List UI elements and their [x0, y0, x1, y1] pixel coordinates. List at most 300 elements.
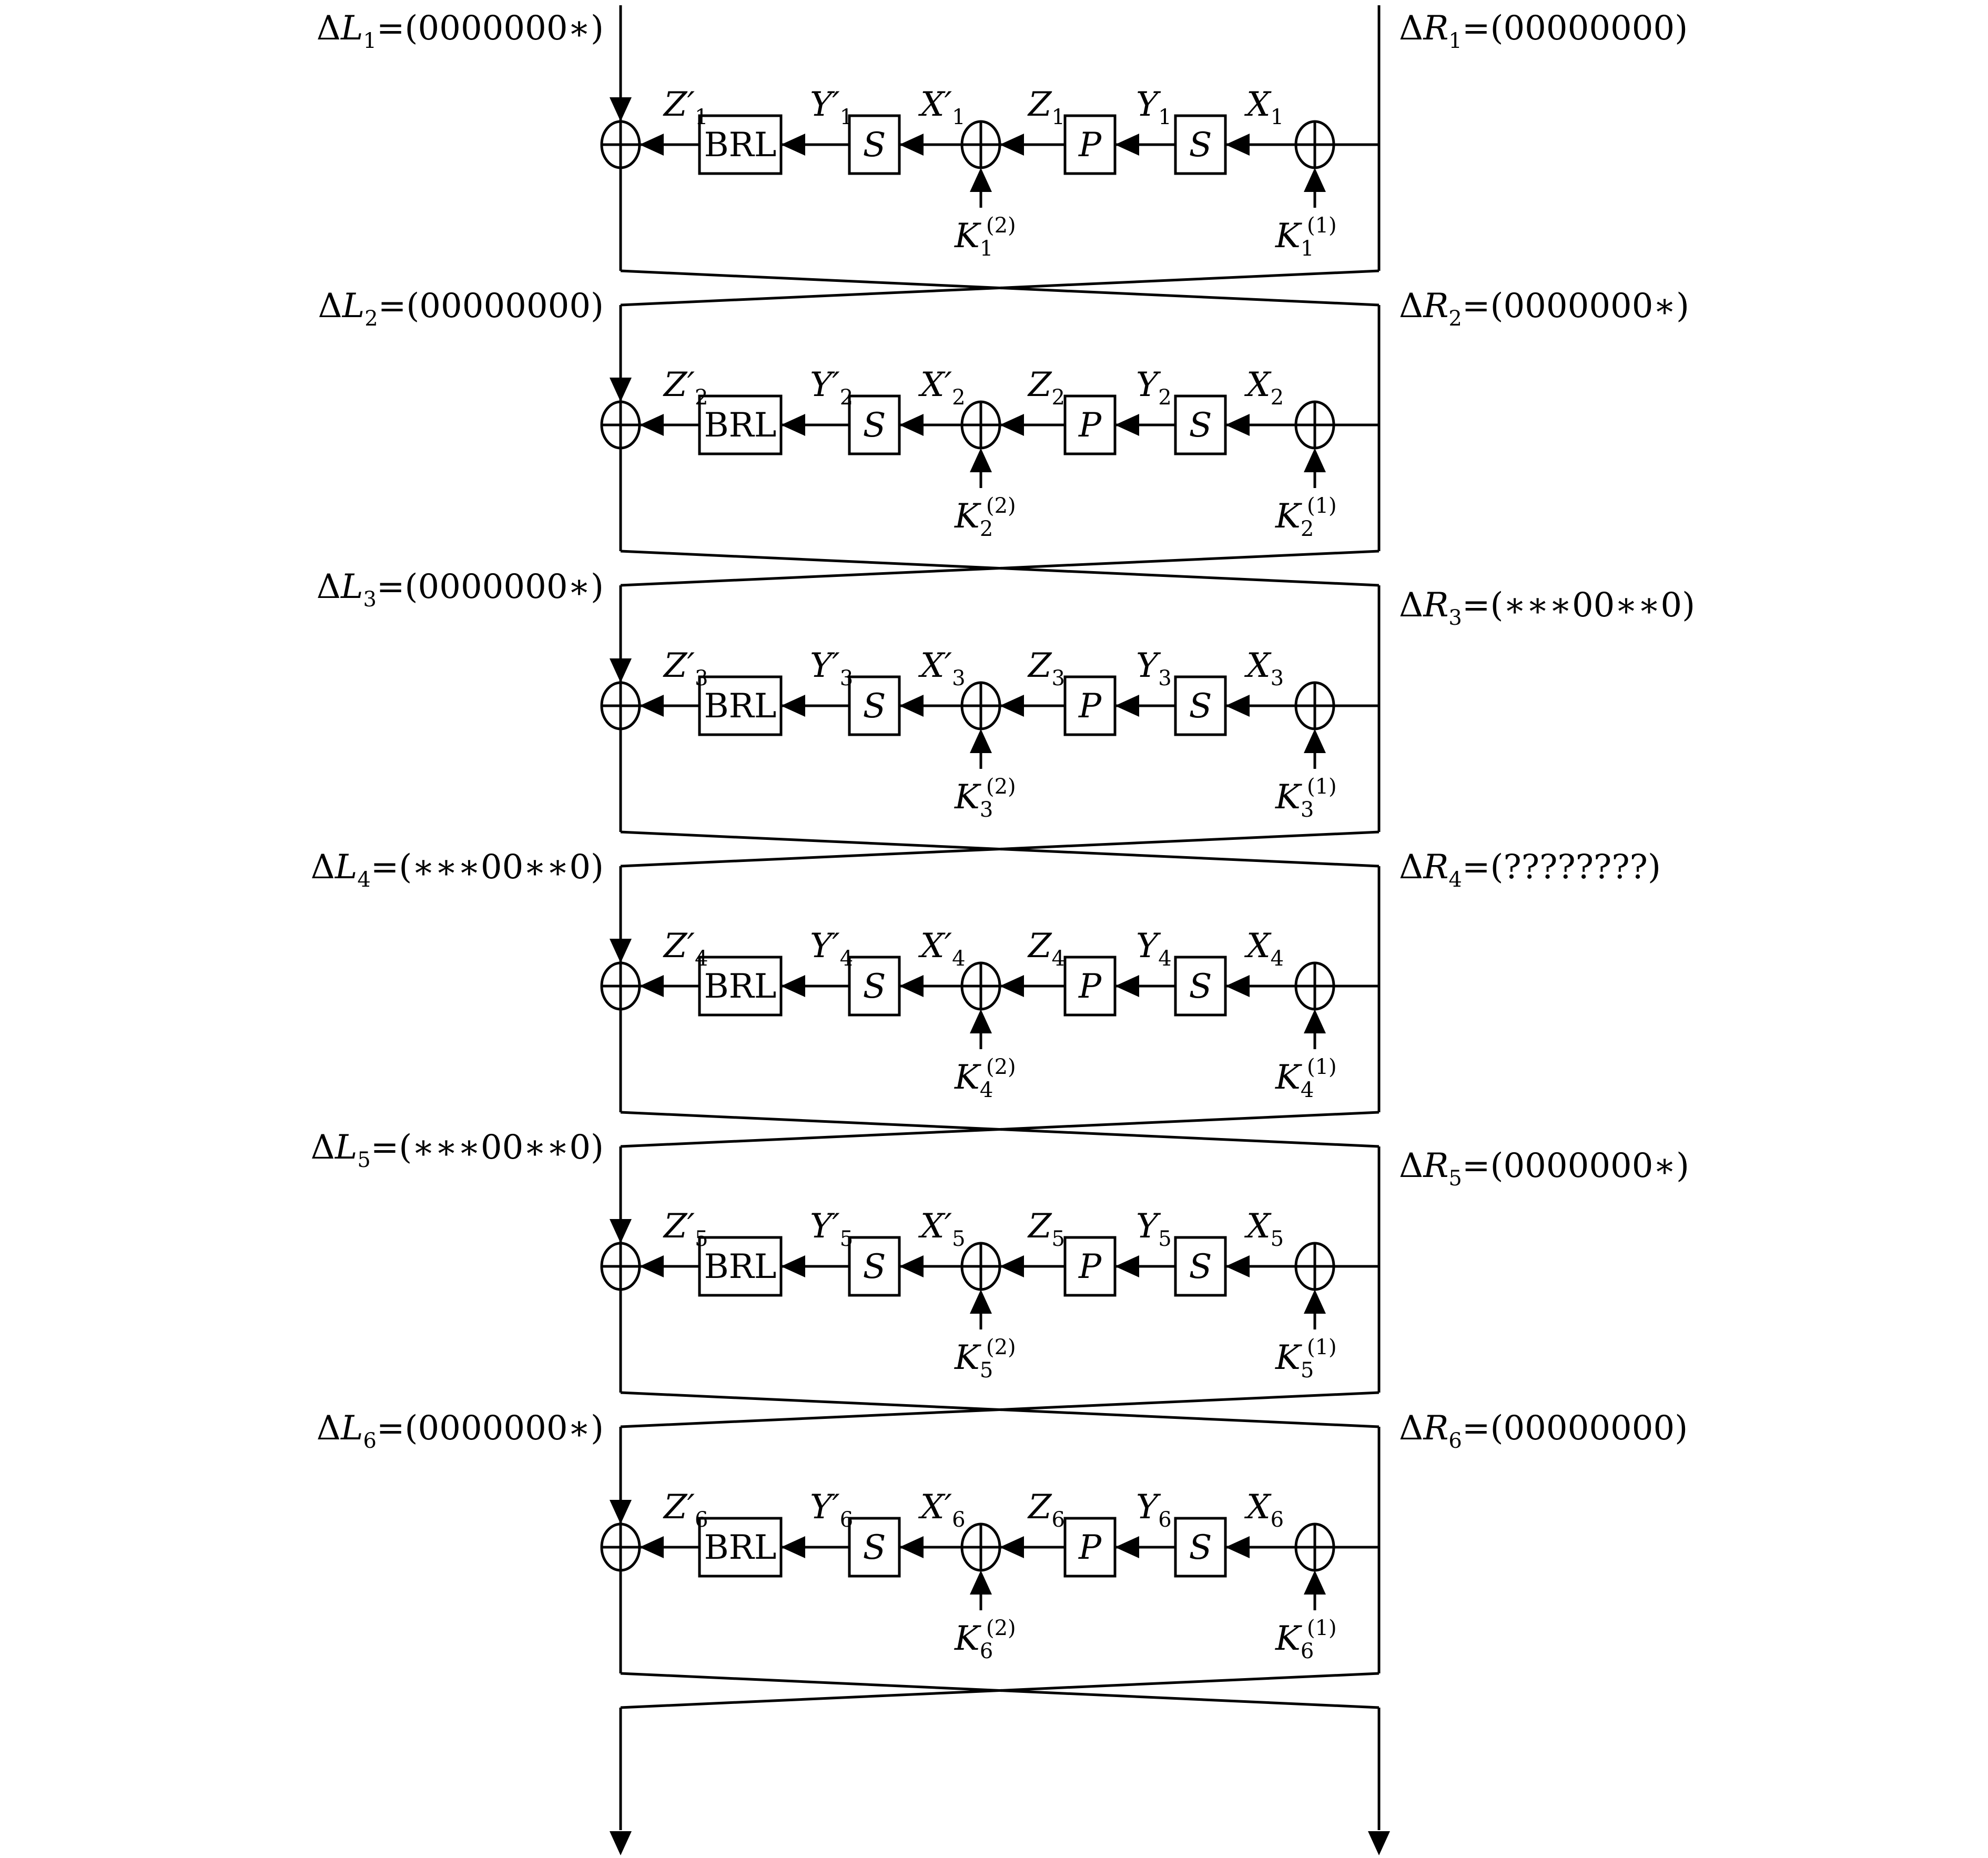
zprime-label-2-base: Z′ [664, 365, 695, 404]
xprime-label-4-subscript: 4 [952, 947, 966, 971]
arrow-x-4 [1225, 975, 1250, 997]
yprime-label-2 [810, 365, 853, 410]
key1-label-5-superscript: (1) [1307, 1335, 1337, 1359]
svg-text:X1 [1244, 85, 1284, 129]
arrow-y-2 [1115, 414, 1139, 436]
z-label-3-base: Z [1028, 646, 1052, 685]
yprime-label-6-subscript: 6 [839, 1508, 854, 1532]
svg-text:Y′1 [810, 85, 853, 129]
yprime-label-6-base: Y′ [810, 1488, 840, 1527]
arrow-y-4 [1115, 975, 1139, 997]
y-label-1-subscript: 1 [1158, 105, 1172, 129]
key2-arrow-1 [970, 168, 992, 192]
arrow-yp-6 [781, 1536, 805, 1558]
s-box-1-3 [1175, 677, 1225, 735]
p-box-5 [1065, 1237, 1115, 1295]
brl-label-4: BRL [704, 967, 777, 1006]
p-box-label-3: P [1078, 687, 1102, 726]
z-label-5-subscript: 5 [1051, 1227, 1065, 1251]
arrow-yp-5 [781, 1255, 805, 1277]
key2-label-6-base: K [955, 1619, 980, 1658]
zprime-label-1-base: Z′ [664, 85, 695, 124]
p-box-2 [1065, 396, 1115, 454]
key2-label-3 [954, 775, 1016, 822]
arrow-x-5 [1225, 1255, 1250, 1277]
arrow-x-1 [1225, 134, 1250, 156]
key1-label-1 [1275, 214, 1337, 261]
x-label-6-base: X [1246, 1488, 1271, 1527]
p-box-label-2: P [1078, 406, 1102, 445]
left-wire-arrow-2 [610, 378, 632, 402]
y-label-3 [1136, 646, 1172, 691]
svg-text:Y4 [1136, 927, 1172, 971]
z-label-6 [1027, 1488, 1065, 1532]
xor-key1-6 [1296, 1524, 1334, 1570]
svg-text:Z′4 [663, 927, 708, 971]
key1-arrow-3 [1304, 729, 1326, 753]
y-label-1 [1136, 85, 1172, 129]
x-label-1-subscript: 1 [1270, 105, 1284, 129]
x-label-5 [1244, 1207, 1284, 1251]
s-box-2-label-1: S [863, 126, 886, 165]
xor-key2-1 [962, 121, 1000, 168]
key1-arrow-6 [1304, 1570, 1326, 1595]
xor-key2-3 [962, 683, 1000, 729]
z-label-2 [1027, 365, 1065, 410]
s-box-2-label-3: S [863, 687, 886, 726]
key2-label-5-subscript: 5 [979, 1358, 993, 1383]
xor-key1-1 [1296, 121, 1334, 168]
xprime-label-3-base: X′ [920, 646, 952, 685]
zprime-label-6-subscript: 6 [695, 1508, 708, 1532]
key1-label-5-subscript: 5 [1300, 1358, 1314, 1383]
svg-text:Y′4 [810, 927, 853, 971]
y-label-2-base: Y [1136, 365, 1159, 404]
xprime-label-2 [918, 365, 966, 410]
key2-label-2-superscript: (2) [986, 494, 1016, 518]
yprime-label-4-base: Y′ [810, 927, 840, 966]
key1-label-5-base: K [1275, 1338, 1301, 1377]
s-box-2-label-5: S [863, 1247, 886, 1286]
xor-output-5 [602, 1243, 640, 1290]
key2-label-4 [954, 1055, 1016, 1102]
svg-text:Y2 [1136, 365, 1172, 410]
arrow-zp-5 [640, 1255, 664, 1277]
x-label-4 [1244, 927, 1284, 971]
zprime-label-6 [663, 1488, 708, 1532]
key2-label-4-subscript: 4 [979, 1078, 993, 1102]
brl-box-6 [699, 1518, 781, 1576]
s-box-1-5 [1175, 1237, 1225, 1295]
arrow-zp-3 [640, 695, 664, 717]
zprime-label-4 [663, 927, 708, 971]
delta-R4-label: $\Delta R_4=(????????)$ [1399, 848, 1661, 892]
svg-text:X′4 [918, 927, 966, 971]
delta-R2-label: $\Delta R_2=(0000000∗)$ [1399, 287, 1689, 331]
y-label-4-subscript: 4 [1158, 947, 1172, 971]
arrow-zp-2 [640, 414, 664, 436]
final-right-arrow [1368, 1831, 1390, 1855]
key1-arrow-2 [1304, 448, 1326, 472]
key1-label-2 [1275, 494, 1337, 541]
svg-text:Z6 [1027, 1488, 1065, 1532]
s-box-2-label-4: S [863, 967, 886, 1006]
brl-box-3 [699, 677, 781, 735]
zprime-label-5-base: Z′ [664, 1207, 695, 1246]
xor-output-4 [602, 963, 640, 1009]
key1-label-2-subscript: 2 [1300, 517, 1314, 541]
svg-text:X′3 [918, 646, 966, 691]
delta-R3-label: $\Delta R_3=(∗∗∗00∗∗0)$ [1399, 586, 1696, 630]
arrow-zp-1 [640, 134, 664, 156]
arrow-z-6 [1000, 1536, 1024, 1558]
y-label-5 [1136, 1207, 1172, 1251]
x-label-1-base: X [1246, 85, 1271, 124]
svg-text:Z1 [1027, 85, 1065, 129]
key1-arrow-1 [1304, 168, 1326, 192]
x-label-5-base: X [1246, 1207, 1271, 1246]
left-wire-arrow-4 [610, 939, 632, 963]
xprime-label-6-base: X′ [920, 1488, 952, 1527]
y-label-6 [1136, 1488, 1172, 1532]
key1-label-2-superscript: (1) [1307, 494, 1337, 518]
arrow-y-3 [1115, 695, 1139, 717]
arrow-z-1 [1000, 134, 1024, 156]
yprime-label-3-base: Y′ [810, 646, 840, 685]
svg-text:X′5 [918, 1207, 966, 1251]
xor-key1-5 [1296, 1243, 1334, 1290]
arrow-xp-6 [899, 1536, 924, 1558]
delta-L6-label: $\Delta L_6=(0000000∗)$ [316, 1409, 604, 1453]
svg-text:Z′6 [663, 1488, 708, 1532]
key1-label-6-subscript: 6 [1300, 1639, 1314, 1663]
svg-text:X′1 [918, 85, 966, 129]
delta-L4-label: $\Delta L_4=(∗∗∗00∗∗0)$ [310, 848, 604, 892]
arrow-z-5 [1000, 1255, 1024, 1277]
s-box-2-4 [849, 957, 899, 1015]
s-box-1-label-6: S [1189, 1528, 1212, 1567]
xprime-label-4 [918, 927, 966, 971]
key1-label-4 [1275, 1055, 1337, 1102]
zprime-label-5 [663, 1207, 708, 1251]
arrow-z-3 [1000, 695, 1024, 717]
zprime-label-3-base: Z′ [664, 646, 695, 685]
p-box-3 [1065, 677, 1115, 735]
key1-label-3-subscript: 3 [1300, 798, 1314, 822]
svg-text:X′2 [918, 365, 966, 410]
arrow-z-4 [1000, 975, 1024, 997]
arrow-xp-5 [899, 1255, 924, 1277]
svg-text:Z′3 [663, 646, 708, 691]
p-box-label-5: P [1078, 1247, 1102, 1286]
zprime-label-1-subscript: 1 [695, 105, 708, 129]
yprime-label-1-base: Y′ [810, 85, 840, 124]
yprime-label-2-subscript: 2 [839, 385, 854, 410]
svg-text:Y5 [1136, 1207, 1172, 1251]
key1-label-1-subscript: 1 [1300, 237, 1314, 261]
key1-label-4-superscript: (1) [1307, 1055, 1337, 1079]
key1-arrow-4 [1304, 1009, 1326, 1033]
key2-label-1-subscript: 1 [979, 237, 993, 261]
key1-label-1-base: K [1275, 217, 1301, 256]
xor-key2-5 [962, 1243, 1000, 1290]
z-label-2-base: Z [1028, 365, 1052, 404]
delta-L3-label: $\Delta L_3=(0000000∗)$ [316, 567, 604, 612]
s-box-2-3 [849, 677, 899, 735]
brl-label-3: BRL [704, 687, 777, 726]
p-box-1 [1065, 116, 1115, 174]
xor-output-1 [602, 121, 640, 168]
arrow-x-3 [1225, 695, 1250, 717]
arrow-yp-1 [781, 134, 805, 156]
svg-text:Y1 [1136, 85, 1172, 129]
svg-text:Z′2 [663, 365, 708, 410]
s-box-1-label-1: S [1189, 126, 1212, 165]
z-label-4-subscript: 4 [1051, 947, 1065, 971]
key2-label-5-base: K [955, 1338, 980, 1377]
s-box-2-6 [849, 1518, 899, 1576]
s-box-1-4 [1175, 957, 1225, 1015]
y-label-2-subscript: 2 [1158, 385, 1172, 410]
delta-L1-label: $\Delta L_1=(0000000∗)$ [316, 9, 604, 53]
key1-label-6-base: K [1275, 1619, 1301, 1658]
s-box-2-label-6: S [863, 1528, 886, 1567]
yprime-label-3 [810, 646, 853, 691]
yprime-label-2-base: Y′ [810, 365, 840, 404]
delta-R1-label: $\Delta R_1=(00000000)$ [1399, 9, 1688, 53]
left-wire-arrow-1 [610, 97, 632, 121]
z-label-1-base: Z [1028, 85, 1052, 124]
zprime-label-1 [663, 85, 708, 129]
svg-text:Z4 [1027, 927, 1065, 971]
y-label-3-base: Y [1136, 646, 1159, 685]
key2-label-1-superscript: (2) [986, 214, 1016, 238]
p-box-4 [1065, 957, 1115, 1015]
y-label-2 [1136, 365, 1172, 410]
key1-label-3-base: K [1275, 778, 1301, 817]
x-label-1 [1244, 85, 1284, 129]
xprime-label-2-subscript: 2 [952, 385, 966, 410]
key2-label-1-base: K [955, 217, 980, 256]
key2-arrow-6 [970, 1570, 992, 1595]
y-label-6-subscript: 6 [1158, 1508, 1172, 1532]
brl-label-2: BRL [704, 406, 777, 445]
brl-label-6: BRL [704, 1528, 777, 1567]
svg-text:Z5 [1027, 1207, 1065, 1251]
z-label-6-subscript: 6 [1051, 1508, 1065, 1532]
xprime-label-6-subscript: 6 [952, 1508, 966, 1532]
key1-label-5 [1275, 1335, 1337, 1383]
arrow-zp-4 [640, 975, 664, 997]
xor-key2-2 [962, 402, 1000, 448]
key1-label-1-superscript: (1) [1307, 214, 1337, 238]
svg-text:X6 [1244, 1488, 1284, 1532]
svg-text:Y′5 [810, 1207, 853, 1251]
arrow-yp-4 [781, 975, 805, 997]
delta-L2-label: $\Delta L_2=(00000000)$ [318, 287, 604, 331]
p-box-label-1: P [1078, 126, 1102, 165]
key2-label-5-superscript: (2) [986, 1335, 1016, 1359]
z-label-3-subscript: 3 [1051, 666, 1065, 691]
x-label-2-base: X [1246, 365, 1271, 404]
s-box-2-5 [849, 1237, 899, 1295]
y-label-5-subscript: 5 [1158, 1227, 1172, 1251]
key2-label-6 [954, 1616, 1016, 1663]
key2-label-2-base: K [955, 497, 980, 536]
key2-label-4-superscript: (2) [986, 1055, 1016, 1079]
y-label-3-subscript: 3 [1158, 666, 1172, 691]
xprime-label-5 [918, 1207, 966, 1251]
key1-label-2-base: K [1275, 497, 1301, 536]
key2-label-6-superscript: (2) [986, 1616, 1016, 1640]
key1-label-6 [1275, 1616, 1337, 1663]
y-label-4-base: Y [1136, 927, 1159, 966]
brl-box-4 [699, 957, 781, 1015]
key1-label-4-subscript: 4 [1300, 1078, 1314, 1102]
z-label-2-subscript: 2 [1051, 385, 1065, 410]
key1-label-6-superscript: (1) [1307, 1616, 1337, 1640]
brl-label-1: BRL [704, 126, 777, 165]
key2-label-3-subscript: 3 [979, 798, 993, 822]
key2-arrow-3 [970, 729, 992, 753]
xor-output-6 [602, 1524, 640, 1570]
arrow-x-6 [1225, 1536, 1250, 1558]
x-label-6-subscript: 6 [1270, 1508, 1284, 1532]
xprime-label-4-base: X′ [920, 927, 952, 966]
brl-box-5 [699, 1237, 781, 1295]
yprime-label-4-subscript: 4 [839, 947, 854, 971]
yprime-label-1 [810, 85, 853, 129]
zprime-label-3-subscript: 3 [695, 666, 708, 691]
yprime-label-6 [810, 1488, 853, 1532]
x-label-3 [1244, 646, 1284, 691]
svg-text:Z3 [1027, 646, 1065, 691]
left-wire-arrow-3 [610, 658, 632, 683]
svg-text:Y′2 [810, 365, 853, 410]
svg-text:Z2 [1027, 365, 1065, 410]
delta-R6-label: $\Delta R_6=(00000000)$ [1399, 1409, 1688, 1453]
yprime-label-1-subscript: 1 [839, 105, 854, 129]
x-label-5-subscript: 5 [1270, 1227, 1284, 1251]
s-box-2-2 [849, 396, 899, 454]
s-box-1-1 [1175, 116, 1225, 174]
x-label-3-base: X [1246, 646, 1271, 685]
yprime-label-4 [810, 927, 853, 971]
z-label-6-base: Z [1028, 1488, 1052, 1527]
delta-L5-label: $\Delta L_5=(∗∗∗00∗∗0)$ [310, 1128, 604, 1172]
xprime-label-1-subscript: 1 [952, 105, 966, 129]
svg-text:Z′5 [663, 1207, 708, 1251]
brl-box-1 [699, 116, 781, 174]
y-label-6-base: Y [1136, 1488, 1159, 1527]
p-box-label-6: P [1078, 1528, 1102, 1567]
z-label-5 [1027, 1207, 1065, 1251]
xor-key1-2 [1296, 402, 1334, 448]
left-wire-arrow-6 [610, 1500, 632, 1524]
svg-text:X3 [1244, 646, 1284, 691]
yprime-label-5-subscript: 5 [839, 1227, 854, 1251]
s-box-1-label-4: S [1189, 967, 1212, 1006]
yprime-label-5 [810, 1207, 853, 1251]
y-label-4 [1136, 927, 1172, 971]
arrow-xp-3 [899, 695, 924, 717]
arrow-xp-2 [899, 414, 924, 436]
key2-label-2-subscript: 2 [979, 517, 993, 541]
xprime-label-6 [918, 1488, 966, 1532]
zprime-label-2 [663, 365, 708, 410]
key2-label-2 [954, 494, 1016, 541]
key2-label-1 [954, 214, 1016, 261]
z-label-4 [1027, 927, 1065, 971]
s-box-1-label-5: S [1189, 1247, 1212, 1286]
z-label-1 [1027, 85, 1065, 129]
arrow-x-2 [1225, 414, 1250, 436]
key2-label-6-subscript: 6 [979, 1639, 993, 1663]
arrow-xp-4 [899, 975, 924, 997]
s-box-1-label-3: S [1189, 687, 1212, 726]
xor-output-2 [602, 402, 640, 448]
x-label-4-base: X [1246, 927, 1271, 966]
key1-arrow-5 [1304, 1290, 1326, 1314]
zprime-label-5-subscript: 5 [695, 1227, 708, 1251]
xor-key2-4 [962, 963, 1000, 1009]
key1-label-3-superscript: (1) [1307, 775, 1337, 799]
xprime-label-5-base: X′ [920, 1207, 952, 1246]
s-box-2-label-2: S [863, 406, 886, 445]
svg-text:Y3 [1136, 646, 1172, 691]
key2-arrow-4 [970, 1009, 992, 1033]
brl-label-5: BRL [704, 1247, 777, 1286]
key1-label-3 [1275, 775, 1337, 822]
xor-key1-3 [1296, 683, 1334, 729]
y-label-1-base: Y [1136, 85, 1159, 124]
x-label-6 [1244, 1488, 1284, 1532]
key2-label-3-base: K [955, 778, 980, 817]
zprime-label-6-base: Z′ [664, 1488, 695, 1527]
svg-text:X4 [1244, 927, 1284, 971]
s-box-1-2 [1175, 396, 1225, 454]
xor-output-3 [602, 683, 640, 729]
z-label-5-base: Z [1028, 1207, 1052, 1246]
svg-text:X5 [1244, 1207, 1284, 1251]
s-box-2-1 [849, 116, 899, 174]
s-box-1-6 [1175, 1518, 1225, 1576]
xprime-label-1 [918, 85, 966, 129]
arrow-y-6 [1115, 1536, 1139, 1558]
key2-arrow-2 [970, 448, 992, 472]
key2-label-3-superscript: (2) [986, 775, 1016, 799]
svg-text:Y6 [1136, 1488, 1172, 1532]
s-box-1-label-2: S [1189, 406, 1212, 445]
final-left-arrow [610, 1831, 632, 1855]
key1-label-4-base: K [1275, 1058, 1301, 1097]
svg-text:X′6 [918, 1488, 966, 1532]
p-box-label-4: P [1078, 967, 1102, 1006]
zprime-label-2-subscript: 2 [695, 385, 708, 410]
arrow-yp-2 [781, 414, 805, 436]
z-label-4-base: Z [1028, 927, 1052, 966]
left-wire-arrow-5 [610, 1219, 632, 1243]
z-label-1-subscript: 1 [1051, 105, 1065, 129]
zprime-label-3 [663, 646, 708, 691]
x-label-2-subscript: 2 [1270, 385, 1284, 410]
key2-arrow-5 [970, 1290, 992, 1314]
xprime-label-5-subscript: 5 [952, 1227, 966, 1251]
arrow-zp-6 [640, 1536, 664, 1558]
p-box-6 [1065, 1518, 1115, 1576]
y-label-5-base: Y [1136, 1207, 1159, 1246]
svg-text:X2 [1244, 365, 1284, 410]
